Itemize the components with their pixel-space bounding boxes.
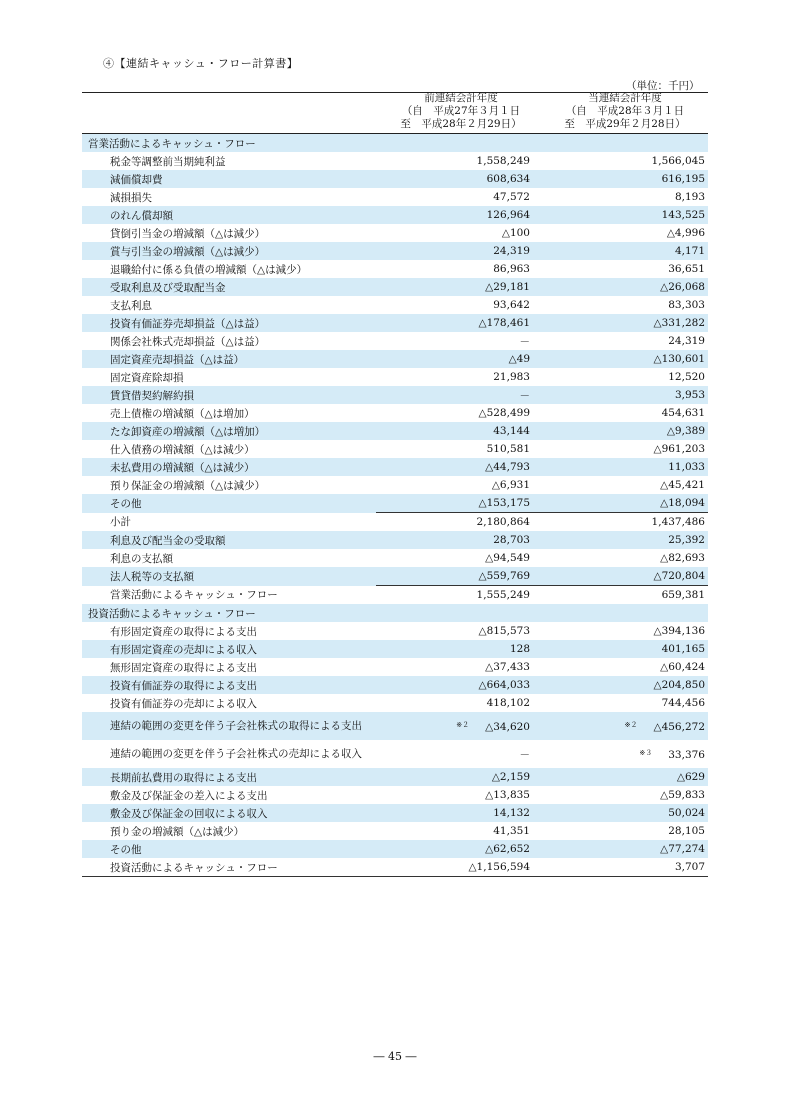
amount: 93,642	[493, 299, 530, 311]
amount: 128	[509, 643, 530, 655]
value-curr	[540, 786, 708, 804]
amount: △100	[501, 227, 530, 239]
value-prev	[376, 314, 540, 332]
table-row	[82, 476, 708, 494]
amount: △94,549	[485, 552, 530, 564]
value-prev	[376, 386, 540, 404]
table-row	[82, 858, 708, 877]
amount: 126,964	[486, 209, 530, 221]
amount: △44,793	[485, 461, 530, 473]
row-label: 有形固定資産の取得による支出	[110, 625, 257, 638]
table-row	[82, 296, 708, 314]
amount: △961,203	[653, 443, 705, 455]
value-curr	[540, 768, 708, 786]
row-label: 税金等調整前当期純利益	[110, 155, 226, 168]
amount: 608,634	[486, 173, 530, 185]
value-curr	[540, 822, 708, 840]
value-curr	[540, 386, 708, 404]
amount: －	[519, 389, 530, 402]
table-row	[82, 458, 708, 476]
table-row	[82, 332, 708, 350]
curr-header-line-3: 至 平成29年２月28日）	[564, 118, 686, 130]
value-prev	[376, 170, 540, 188]
value-curr	[540, 740, 708, 768]
value-prev	[376, 786, 540, 804]
table-row	[82, 260, 708, 278]
amount: △1,156,594	[468, 861, 530, 873]
value-curr	[540, 188, 708, 206]
amount: 3,953	[674, 389, 705, 401]
subtotal-row	[82, 513, 708, 532]
row-label: 連結の範囲の変更を伴う子会社株式の取得による支出	[82, 712, 376, 740]
table-row	[82, 152, 708, 170]
row-label: 賃貸借契約解約損	[82, 386, 376, 404]
value-curr	[540, 458, 708, 476]
table-row	[82, 494, 708, 513]
amount: △331,282	[653, 317, 705, 329]
amount: △456,272	[653, 720, 705, 733]
value-prev	[376, 494, 540, 513]
value-curr	[540, 422, 708, 440]
value-prev	[376, 822, 540, 840]
amount: 454,631	[661, 407, 705, 419]
value-curr	[540, 513, 708, 532]
amount: 28,105	[668, 825, 705, 837]
value-curr	[540, 296, 708, 314]
amount: △13,835	[485, 789, 530, 801]
value-prev	[376, 242, 540, 260]
row-label: 預り金の増減額（△は減少）	[110, 825, 245, 838]
value-curr	[540, 549, 708, 567]
row-label: 連結の範囲の変更を伴う子会社株式の売却による収入	[110, 748, 362, 760]
value-prev	[376, 804, 540, 822]
table-row	[82, 658, 708, 676]
row-label: 投資有価証券の取得による支出	[82, 676, 376, 694]
amount: △18,094	[660, 497, 705, 509]
value-curr	[540, 586, 708, 605]
value-curr	[540, 567, 708, 586]
row-label: 投資活動によるキャッシュ・フロー	[82, 604, 376, 622]
value-prev	[376, 296, 540, 314]
amount: 11,033	[668, 461, 705, 473]
value-curr	[540, 170, 708, 188]
prev-header-line-3: 至 平成28年２月29日）	[400, 118, 522, 130]
row-label: その他	[82, 494, 376, 513]
footnote-mark: ※２	[456, 720, 470, 729]
value-prev	[376, 531, 540, 549]
amount: △60,424	[660, 661, 705, 673]
row-label: 貸倒引当金の増減額（△は減少）	[110, 227, 266, 240]
amount: 25,392	[668, 534, 705, 546]
table-row	[82, 640, 708, 658]
value-curr	[540, 440, 708, 458]
row-label: 賞与引当金の増減額（△は減少）	[82, 242, 376, 260]
prev-header-line-2: （自 平成27年３月１日	[401, 105, 521, 117]
amount: △153,175	[478, 497, 530, 509]
row-label: 長期前払費用の取得による支出	[82, 768, 376, 786]
amount: 50,024	[668, 807, 705, 819]
value-curr	[540, 804, 708, 822]
amount: 33,376	[668, 748, 705, 761]
value-curr	[540, 640, 708, 658]
subtotal-row	[82, 586, 708, 605]
table-row	[82, 676, 708, 694]
amount: 21,983	[493, 371, 530, 383]
row-label: 無形固定資産の取得による支出	[110, 661, 257, 674]
value-curr	[540, 604, 708, 622]
amount: 28,703	[493, 534, 530, 546]
amount: △559,769	[478, 570, 530, 582]
value-curr	[540, 350, 708, 368]
amount: 12,520	[668, 371, 705, 383]
table-row	[82, 531, 708, 549]
row-label: 支払利息	[110, 299, 152, 312]
row-label: 投資活動によるキャッシュ・フロー	[82, 858, 376, 877]
row-label: 敷金及び保証金の回収による収入	[82, 804, 376, 822]
section-header-row	[82, 134, 708, 152]
amount: 83,303	[668, 299, 705, 311]
row-label: 投資有価証券売却損益（△は益）	[82, 314, 376, 332]
value-prev	[376, 260, 540, 278]
value-curr	[540, 494, 708, 513]
table-row	[82, 786, 708, 804]
amount: △4,996	[666, 227, 705, 239]
row-label: 退職給付に係る負債の増減額（△は減少）	[110, 263, 308, 276]
value-prev	[376, 152, 540, 170]
value-prev	[376, 712, 540, 740]
amount: 401,165	[661, 643, 705, 655]
value-curr	[540, 332, 708, 350]
table-row	[82, 440, 708, 458]
value-prev	[376, 740, 540, 768]
amount: △130,601	[653, 353, 705, 365]
value-curr	[540, 476, 708, 494]
row-label: 小計	[110, 516, 131, 529]
curr-header-line-1: 当連結会計年度	[588, 92, 662, 104]
amount: －	[519, 335, 530, 348]
amount: 43,144	[493, 425, 530, 437]
table-row	[82, 368, 708, 386]
amount: －	[519, 748, 530, 761]
page-number: ― 45 ―	[373, 1050, 417, 1063]
amount: 86,963	[493, 263, 530, 275]
table-row	[82, 350, 708, 368]
amount: 47,572	[493, 191, 530, 203]
column-header-prev	[376, 92, 546, 131]
table-row	[82, 224, 708, 242]
amount: △178,461	[478, 317, 530, 329]
value-curr	[540, 694, 708, 712]
row-label: 預り保証金の増減額（△は減少）	[110, 479, 266, 492]
amount: △664,033	[478, 679, 530, 691]
row-label: 未払費用の増減額（△は減少）	[82, 458, 376, 476]
table-row	[82, 712, 708, 740]
table-row	[82, 170, 708, 188]
amount: △6,931	[491, 479, 530, 491]
table-row	[82, 422, 708, 440]
row-label: 固定資産売却損益（△は益）	[82, 350, 376, 368]
amount: △82,693	[660, 552, 705, 564]
table-row	[82, 314, 708, 332]
row-label: たな卸資産の増減額（△は増加）	[82, 422, 376, 440]
amount: △59,833	[660, 789, 705, 801]
table-row	[82, 622, 708, 640]
value-curr	[540, 712, 708, 740]
value-prev	[376, 368, 540, 386]
value-prev	[376, 658, 540, 676]
value-prev	[376, 350, 540, 368]
amount: 41,351	[493, 825, 530, 837]
amount: △2,159	[491, 771, 530, 783]
row-label: 営業活動によるキャッシュ・フロー	[82, 134, 376, 152]
section-header-row	[82, 604, 708, 622]
value-prev	[376, 586, 540, 605]
amount: 1,558,249	[476, 155, 530, 167]
value-prev	[376, 332, 540, 350]
amount: 4,171	[674, 245, 705, 257]
row-label: その他	[82, 840, 376, 858]
table-row	[82, 206, 708, 224]
amount: △204,850	[653, 679, 705, 691]
table-row	[82, 694, 708, 712]
table-row	[82, 822, 708, 840]
value-prev	[376, 422, 540, 440]
amount: △34,620	[485, 720, 530, 733]
amount: △26,068	[660, 281, 705, 293]
value-prev	[376, 768, 540, 786]
value-curr	[540, 404, 708, 422]
amount: △29,181	[485, 281, 530, 293]
amount: △45,421	[660, 479, 705, 491]
value-prev	[376, 858, 540, 877]
value-prev	[376, 604, 540, 622]
prev-header-line-1: 前連結会計年度	[424, 92, 498, 104]
column-header-curr	[540, 92, 710, 131]
value-curr	[540, 531, 708, 549]
table-row	[82, 768, 708, 786]
table-row	[82, 804, 708, 822]
value-prev	[376, 440, 540, 458]
value-curr	[540, 622, 708, 640]
table-row	[82, 278, 708, 296]
value-prev	[376, 134, 540, 152]
row-label: 減損損失	[110, 191, 152, 204]
value-curr	[540, 152, 708, 170]
footnote-mark: ※２	[624, 720, 638, 729]
row-label: 敷金及び保証金の差入による支出	[110, 789, 268, 802]
value-curr	[540, 314, 708, 332]
row-label: 売上債権の増減額（△は増加）	[110, 407, 255, 420]
value-prev	[376, 622, 540, 640]
amount: 616,195	[661, 173, 705, 185]
value-prev	[376, 188, 540, 206]
value-prev	[376, 694, 540, 712]
amount: 744,456	[661, 697, 705, 709]
row-label: 仕入債務の増減額（△は減少）	[110, 443, 255, 456]
value-prev	[376, 676, 540, 694]
table-row	[82, 386, 708, 404]
amount: △815,573	[478, 625, 530, 637]
row-label: 減価償却費	[82, 170, 376, 188]
amount: 418,102	[486, 697, 530, 709]
amount: 659,381	[661, 589, 705, 601]
value-prev	[376, 278, 540, 296]
value-curr	[540, 658, 708, 676]
amount: △49	[508, 353, 530, 365]
value-curr	[540, 224, 708, 242]
value-prev	[376, 513, 540, 532]
amount: △77,274	[660, 843, 705, 855]
amount: 24,319	[493, 245, 530, 257]
amount: 143,525	[661, 209, 705, 221]
amount: △720,804	[653, 570, 705, 582]
unit-label: （単位：千円）	[626, 80, 700, 92]
row-label: のれん償却額	[82, 206, 376, 224]
value-curr	[540, 260, 708, 278]
table-row	[82, 567, 708, 586]
row-label: 受取利息及び受取配当金	[82, 278, 376, 296]
value-curr	[540, 676, 708, 694]
amount: 8,193	[674, 191, 705, 203]
row-label: 投資有価証券の売却による収入	[110, 697, 257, 710]
value-curr	[540, 278, 708, 296]
value-curr	[540, 134, 708, 152]
table-row	[82, 242, 708, 260]
value-prev	[376, 567, 540, 586]
amount: △37,433	[485, 661, 530, 673]
value-prev	[376, 476, 540, 494]
table-row	[82, 404, 708, 422]
amount: △9,389	[666, 425, 705, 437]
value-prev	[376, 206, 540, 224]
row-label: 固定資産除却損	[110, 371, 184, 384]
value-prev	[376, 840, 540, 858]
footnote-mark: ※３	[639, 748, 653, 757]
row-label: 有形固定資産の売却による収入	[82, 640, 376, 658]
value-curr	[540, 242, 708, 260]
amount: △394,136	[653, 625, 705, 637]
amount: 3,707	[674, 861, 705, 873]
amount: 1,555,249	[476, 589, 530, 601]
table-row	[82, 740, 708, 768]
amount: 1,566,045	[651, 155, 705, 167]
table-row	[82, 549, 708, 567]
amount: 1,437,486	[651, 516, 705, 528]
amount: 14,132	[493, 807, 530, 819]
row-label: 利息の支払額	[110, 552, 173, 565]
value-prev	[376, 549, 540, 567]
amount: △62,652	[485, 843, 530, 855]
amount: 24,319	[668, 335, 705, 347]
row-label: 法人税等の支払額	[82, 567, 376, 586]
amount: △629	[676, 771, 705, 783]
page-title: ④【連結キャッシュ・フロー計算書】	[103, 57, 299, 70]
amount: 510,581	[486, 443, 530, 455]
value-curr	[540, 368, 708, 386]
value-prev	[376, 224, 540, 242]
value-prev	[376, 458, 540, 476]
curr-header-line-2: （自 平成28年３月１日	[565, 105, 685, 117]
row-label: 関係会社株式売却損益（△は益）	[110, 335, 266, 348]
amount: 2,180,864	[476, 516, 530, 528]
amount: △528,499	[478, 407, 530, 419]
cash-flow-table-body	[82, 134, 708, 877]
value-prev	[376, 404, 540, 422]
value-curr	[540, 840, 708, 858]
value-curr	[540, 206, 708, 224]
value-prev	[376, 640, 540, 658]
amount: 36,651	[668, 263, 705, 275]
cash-flow-table	[82, 134, 708, 877]
table-row	[82, 188, 708, 206]
row-label: 営業活動によるキャッシュ・フロー	[110, 589, 278, 602]
table-row	[82, 840, 708, 858]
value-curr	[540, 858, 708, 877]
row-label: 利息及び配当金の受取額	[82, 531, 376, 549]
